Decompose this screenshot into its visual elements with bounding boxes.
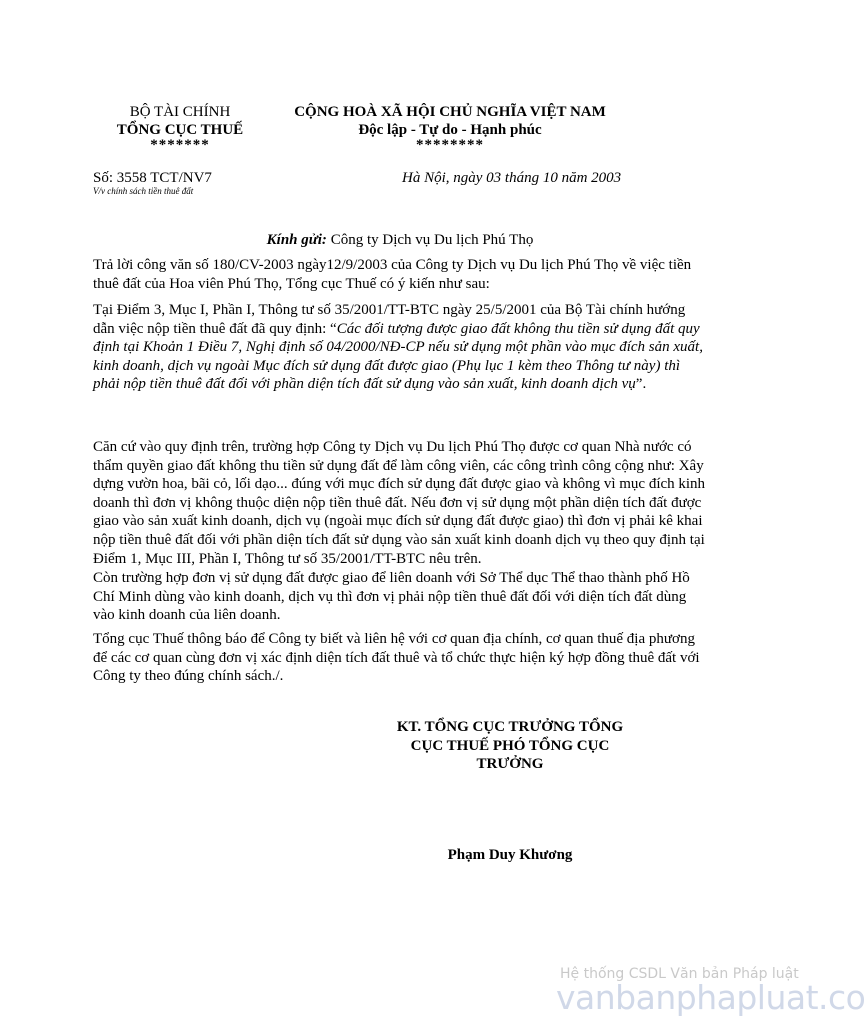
ministry-name: BỘ TÀI CHÍNH [129, 104, 231, 120]
watermark-domain: vanbanphapluat.co [556, 978, 865, 1017]
document-date: Hà Nội, ngày 03 tháng 10 năm 2003 [402, 170, 622, 186]
issuer-header [80, 103, 280, 151]
paragraph-2-lead: Tại Điểm 3, Mục I, Phần I, Thông tư số 35/2001/TT-BTC ngày 25/5/2001 của Bộ Tài chính hướng dẫn việc nộp tiền thuê đất đã quy định: “ [93, 302, 686, 337]
signature-title [380, 718, 640, 774]
body-paragraph-2 [93, 301, 707, 394]
country-name: CỘNG HOÀ XÃ HỘI CHỦ NGHĨA VIỆT NAM [294, 104, 606, 120]
body-paragraph-5: Tổng cục Thuế thông báo để Công ty biết và liên hệ với cơ quan địa chính, cơ quan thuế địa phương để các cơ quan cùng đơn vị xác định diện tích đất thuê và tổ chức thực hiện ký hợp đồng thuê đất với Công ty theo đúng chính sách./. [93, 631, 700, 685]
document-number: Số: 3558 TCT/NV7 [93, 170, 212, 186]
body-paragraph-3: Căn cứ vào quy định trên, trường hợp Công ty Dịch vụ Du lịch Phú Thọ được cơ quan Nhà nước có thẩm quyền giao đất không thu tiền sử dụng đất để làm công viên, các công trình công cộng như: Xây dựng vườn hoa, bãi cỏ, lối dạo... đúng với mục đích sử dụng đất được giao và không vì mục đích kinh doanh thì đơn vị không thuộc diện nộp tiền thuê đất. Nếu đơn vị sử dụng một phần diện tích đất được giao vào sản xuất kinh doanh, dịch vụ (ngoài mục đích sử dụng đất được giao) thì đơn vị phải kê khai nộp tiền thuê đất đối với phần diện tích đất sử dụng vào sản xuất kinh doanh dịch vụ theo quy định tại Điểm 1, Mục III, Phần I, Thông tư số 35/2001/TT-BTC nêu trên. [93, 439, 706, 567]
body-paragraph-4: Còn trường hợp đơn vị sử dụng đất được giao để liên doanh với Sở Thể dục Thể thao thành phố Hồ Chí Minh dùng vào kinh doanh, dịch vụ thì đơn vị phải nộp tiền thuê đất đối với diện tích đất dùng vào kinh doanh của liên doanh. [93, 570, 690, 624]
body-paragraph-1: Trả lời công văn số 180/CV-2003 ngày12/9/2003 của Công ty Dịch vụ Du lịch Phú Thọ về việc tiền thuê đất của Hoa viên Phú Thọ, Tổng cục Thuế có ý kiến như sau: [93, 257, 692, 292]
watermark-caption: Hệ thống CSDL Văn bản Pháp luật [560, 966, 799, 982]
recipient-label: Kính gửi: [266, 232, 327, 248]
signature-title-line-2: CỤC THUẾ PHÓ TỔNG CỤC [410, 737, 610, 754]
regulation-quote: Các đối tượng được giao đất không thu tiền sử dụng đất quy định tại Khoản 1 Điều 7, Nghị định số 04/2000/NĐ-CP nếu sử dụng một phần vào mục đích sản xuất, kinh doanh, dịch vụ ngoài Mục đích sử dụng đất được giao (Phụ lục 1 kèm theo Thông tư này) thì phải nộp tiền thuê đất đối với phần diện tích đất sử dụng vào sản xuất, kinh doanh dịch vụ [93, 320, 703, 393]
recipient-name: Công ty Dịch vụ Du lịch Phú Thọ [326, 232, 534, 248]
national-header [260, 103, 640, 151]
signer-name: Phạm Duy Khương [447, 847, 573, 863]
issuer-stars: ******* [150, 137, 210, 153]
recipient-line [0, 232, 800, 249]
paragraph-2-end: ”. [635, 376, 647, 393]
department-name: TỔNG CỤC THUẾ [116, 122, 244, 138]
signature-title-line-3: TRƯỞNG [476, 756, 544, 773]
motto-stars: ******** [416, 137, 484, 153]
signature-title-line-1: KT. TỔNG CỤC TRƯỞNG TỔNG [396, 719, 624, 735]
national-motto: Độc lập - Tự do - Hạnh phúc [358, 122, 542, 138]
document-subject: V/v chính sách tiền thuê đất [93, 186, 194, 196]
